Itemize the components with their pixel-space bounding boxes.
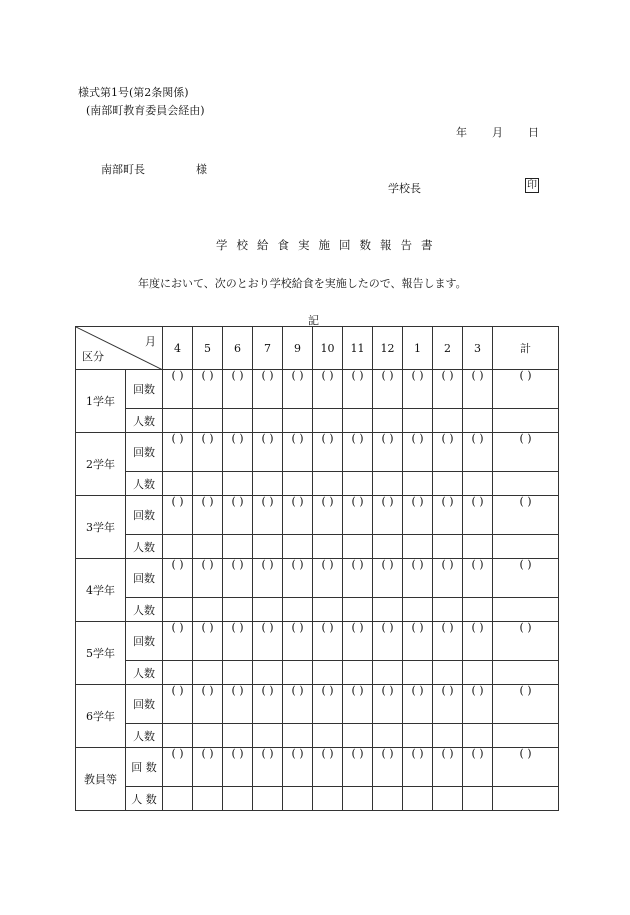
- times-cell[interactable]: ( ): [343, 685, 373, 724]
- people-cell[interactable]: [223, 535, 253, 559]
- people-cell[interactable]: [433, 598, 463, 622]
- times-cell[interactable]: ( ): [253, 622, 283, 661]
- people-cell[interactable]: [463, 661, 493, 685]
- people-cell[interactable]: [343, 409, 373, 433]
- times-cell[interactable]: ( ): [163, 370, 193, 409]
- month-header: 12: [373, 327, 403, 370]
- month-header: 3: [463, 327, 493, 370]
- people-cell[interactable]: [463, 598, 493, 622]
- people-label: 人数: [126, 598, 163, 622]
- times-cell[interactable]: ( ): [403, 622, 433, 661]
- people-cell[interactable]: [223, 409, 253, 433]
- times-cell[interactable]: ( ): [193, 559, 223, 598]
- times-cell[interactable]: ( ): [193, 370, 223, 409]
- people-total-cell[interactable]: [493, 787, 559, 811]
- date-year-label: 年: [456, 126, 467, 139]
- times-cell[interactable]: ( ): [313, 622, 343, 661]
- times-total-cell[interactable]: ( ): [493, 685, 559, 724]
- times-cell[interactable]: ( ): [283, 433, 313, 472]
- people-cell[interactable]: [343, 598, 373, 622]
- times-cell[interactable]: ( ): [283, 370, 313, 409]
- times-cell[interactable]: ( ): [403, 370, 433, 409]
- times-cell[interactable]: ( ): [433, 496, 463, 535]
- times-cell[interactable]: ( ): [463, 370, 493, 409]
- people-cell[interactable]: [343, 724, 373, 748]
- times-cell[interactable]: ( ): [163, 433, 193, 472]
- month-header: 7: [253, 327, 283, 370]
- times-cell[interactable]: ( ): [253, 559, 283, 598]
- times-label: 回数: [126, 496, 163, 535]
- times-cell[interactable]: ( ): [283, 496, 313, 535]
- grade-label: 6学年: [76, 685, 126, 748]
- times-cell[interactable]: ( ): [403, 748, 433, 787]
- people-cell[interactable]: [223, 598, 253, 622]
- people-total-cell[interactable]: [493, 409, 559, 433]
- category-corner-label: 区分: [82, 350, 104, 363]
- times-cell[interactable]: ( ): [313, 559, 343, 598]
- people-label: 人数: [126, 535, 163, 559]
- month-corner-label: 月: [145, 335, 156, 348]
- grade-label: 3学年: [76, 496, 126, 559]
- people-cell[interactable]: [313, 535, 343, 559]
- people-cell[interactable]: [343, 472, 373, 496]
- people-cell[interactable]: [403, 787, 433, 811]
- date-month-label: 月: [492, 126, 503, 139]
- date-day-label: 日: [528, 126, 539, 139]
- people-cell[interactable]: [253, 472, 283, 496]
- times-cell[interactable]: ( ): [253, 685, 283, 724]
- people-cell[interactable]: [163, 724, 193, 748]
- times-cell[interactable]: ( ): [403, 433, 433, 472]
- people-cell[interactable]: [463, 535, 493, 559]
- people-total-cell[interactable]: [493, 724, 559, 748]
- times-cell[interactable]: ( ): [313, 496, 343, 535]
- people-cell[interactable]: [373, 409, 403, 433]
- people-cell[interactable]: [283, 598, 313, 622]
- people-cell[interactable]: [193, 724, 223, 748]
- seal-box: 印: [527, 180, 537, 191]
- total-header: 計: [493, 327, 559, 370]
- times-total-cell[interactable]: ( ): [493, 433, 559, 472]
- people-cell[interactable]: [373, 724, 403, 748]
- people-cell[interactable]: [433, 535, 463, 559]
- people-label: 人数: [126, 472, 163, 496]
- people-label: 人数: [126, 724, 163, 748]
- times-cell[interactable]: ( ): [343, 370, 373, 409]
- people-cell[interactable]: [253, 598, 283, 622]
- times-cell[interactable]: ( ): [373, 370, 403, 409]
- times-cell[interactable]: ( ): [343, 433, 373, 472]
- people-total-cell[interactable]: [493, 598, 559, 622]
- times-cell[interactable]: ( ): [283, 559, 313, 598]
- people-cell[interactable]: [313, 598, 343, 622]
- times-cell[interactable]: ( ): [403, 496, 433, 535]
- people-cell[interactable]: [433, 472, 463, 496]
- people-cell[interactable]: [193, 787, 223, 811]
- times-total-cell[interactable]: ( ): [493, 370, 559, 409]
- grade-label: 1学年: [76, 370, 126, 433]
- people-cell[interactable]: [253, 661, 283, 685]
- people-cell[interactable]: [163, 598, 193, 622]
- table-row: [76, 472, 559, 496]
- table-row: [76, 598, 559, 622]
- people-cell[interactable]: [163, 661, 193, 685]
- times-cell[interactable]: ( ): [193, 433, 223, 472]
- times-cell[interactable]: ( ): [463, 685, 493, 724]
- times-cell[interactable]: ( ): [373, 685, 403, 724]
- people-cell[interactable]: [193, 472, 223, 496]
- people-cell[interactable]: [463, 787, 493, 811]
- times-cell[interactable]: ( ): [193, 496, 223, 535]
- times-cell[interactable]: ( ): [253, 496, 283, 535]
- people-cell[interactable]: [343, 535, 373, 559]
- people-label: 人数: [126, 409, 163, 433]
- people-cell[interactable]: [373, 661, 403, 685]
- table-row: [76, 559, 559, 598]
- people-cell[interactable]: [253, 787, 283, 811]
- people-cell[interactable]: [343, 661, 373, 685]
- grade-label: 4学年: [76, 559, 126, 622]
- times-cell[interactable]: ( ): [373, 622, 403, 661]
- honorific: 様: [196, 163, 207, 176]
- times-cell[interactable]: ( ): [223, 622, 253, 661]
- people-cell[interactable]: [433, 787, 463, 811]
- people-cell[interactable]: [433, 661, 463, 685]
- month-header: 4: [163, 327, 193, 370]
- times-cell[interactable]: ( ): [163, 622, 193, 661]
- people-cell[interactable]: [163, 787, 193, 811]
- times-total-cell[interactable]: ( ): [493, 748, 559, 787]
- times-cell[interactable]: ( ): [193, 748, 223, 787]
- table-row: [76, 370, 559, 409]
- times-cell[interactable]: ( ): [433, 685, 463, 724]
- month-header: 5: [193, 327, 223, 370]
- month-header: 11: [343, 327, 373, 370]
- table-row: [76, 724, 559, 748]
- times-total-cell[interactable]: ( ): [493, 496, 559, 535]
- people-cell[interactable]: [193, 535, 223, 559]
- people-cell[interactable]: [283, 472, 313, 496]
- people-cell[interactable]: [403, 472, 433, 496]
- times-cell[interactable]: ( ): [433, 622, 463, 661]
- people-cell[interactable]: [283, 409, 313, 433]
- times-cell[interactable]: ( ): [463, 433, 493, 472]
- table-row: [76, 433, 559, 472]
- times-cell[interactable]: ( ): [433, 559, 463, 598]
- people-total-cell[interactable]: [493, 535, 559, 559]
- times-cell[interactable]: ( ): [253, 370, 283, 409]
- people-cell[interactable]: [373, 598, 403, 622]
- people-label: 人数: [126, 661, 163, 685]
- document-title: 学校給食実施回数報告書: [216, 238, 442, 252]
- people-cell[interactable]: [193, 661, 223, 685]
- times-cell[interactable]: ( ): [283, 622, 313, 661]
- people-cell[interactable]: [403, 598, 433, 622]
- times-cell[interactable]: ( ): [163, 685, 193, 724]
- people-cell[interactable]: [343, 787, 373, 811]
- times-cell[interactable]: ( ): [223, 370, 253, 409]
- times-label: 回数: [126, 559, 163, 598]
- form-number: 様式第1号(第2条関係): [78, 86, 189, 99]
- times-cell[interactable]: ( ): [313, 370, 343, 409]
- people-cell[interactable]: [223, 661, 253, 685]
- people-cell[interactable]: [223, 724, 253, 748]
- people-cell[interactable]: [463, 472, 493, 496]
- month-header: 1: [403, 327, 433, 370]
- times-cell[interactable]: ( ): [253, 433, 283, 472]
- people-cell[interactable]: [313, 724, 343, 748]
- table-row: [76, 409, 559, 433]
- times-cell[interactable]: ( ): [373, 559, 403, 598]
- people-cell[interactable]: [433, 724, 463, 748]
- times-cell[interactable]: ( ): [253, 748, 283, 787]
- people-cell[interactable]: [283, 535, 313, 559]
- people-cell[interactable]: [163, 535, 193, 559]
- times-cell[interactable]: ( ): [223, 433, 253, 472]
- people-cell[interactable]: [223, 787, 253, 811]
- people-cell[interactable]: [433, 409, 463, 433]
- people-cell[interactable]: [373, 787, 403, 811]
- times-cell[interactable]: ( ): [163, 496, 193, 535]
- table-row: [76, 622, 559, 661]
- people-cell[interactable]: [253, 535, 283, 559]
- intro-text: 年度において、次のとおり学校給食を実施したので、報告します。: [138, 277, 467, 290]
- times-cell[interactable]: ( ): [313, 748, 343, 787]
- times-label: 回数: [126, 370, 163, 409]
- month-header: 6: [223, 327, 253, 370]
- people-total-cell[interactable]: [493, 472, 559, 496]
- table-row: [76, 748, 559, 787]
- table-row: [76, 787, 559, 811]
- times-label: 回数: [126, 685, 163, 724]
- people-cell[interactable]: [223, 472, 253, 496]
- people-cell[interactable]: [253, 724, 283, 748]
- month-header: 10: [313, 327, 343, 370]
- times-label: 回 数: [126, 748, 163, 787]
- times-cell[interactable]: ( ): [313, 685, 343, 724]
- times-cell[interactable]: ( ): [463, 559, 493, 598]
- times-cell[interactable]: ( ): [223, 685, 253, 724]
- grade-label: 教員等: [76, 748, 126, 811]
- times-cell[interactable]: ( ): [463, 496, 493, 535]
- times-cell[interactable]: ( ): [343, 496, 373, 535]
- addressee: 南部町長: [101, 163, 145, 176]
- people-cell[interactable]: [373, 472, 403, 496]
- people-cell[interactable]: [313, 409, 343, 433]
- times-cell[interactable]: ( ): [373, 433, 403, 472]
- times-cell[interactable]: ( ): [163, 559, 193, 598]
- people-cell[interactable]: [193, 409, 223, 433]
- people-cell[interactable]: [283, 661, 313, 685]
- table-row: [76, 496, 559, 535]
- times-label: 回数: [126, 622, 163, 661]
- grade-label: 5学年: [76, 622, 126, 685]
- times-cell[interactable]: ( ): [433, 370, 463, 409]
- grade-label: 2学年: [76, 433, 126, 496]
- people-cell[interactable]: [313, 661, 343, 685]
- times-total-cell[interactable]: ( ): [493, 622, 559, 661]
- people-cell[interactable]: [283, 787, 313, 811]
- people-cell[interactable]: [313, 472, 343, 496]
- people-cell[interactable]: [193, 598, 223, 622]
- times-cell[interactable]: ( ): [193, 622, 223, 661]
- times-cell[interactable]: ( ): [373, 748, 403, 787]
- times-cell[interactable]: ( ): [463, 622, 493, 661]
- people-cell[interactable]: [163, 472, 193, 496]
- people-cell[interactable]: [403, 535, 433, 559]
- people-cell[interactable]: [403, 409, 433, 433]
- people-label: 人 数: [126, 787, 163, 811]
- times-cell[interactable]: ( ): [283, 748, 313, 787]
- times-cell[interactable]: ( ): [223, 748, 253, 787]
- month-header: 2: [433, 327, 463, 370]
- table-row: [76, 535, 559, 559]
- times-cell[interactable]: ( ): [433, 433, 463, 472]
- people-cell[interactable]: [283, 724, 313, 748]
- people-cell[interactable]: [163, 409, 193, 433]
- table-row: [76, 661, 559, 685]
- people-cell[interactable]: [463, 409, 493, 433]
- people-total-cell[interactable]: [493, 661, 559, 685]
- times-label: 回数: [126, 433, 163, 472]
- times-cell[interactable]: ( ): [343, 559, 373, 598]
- times-cell[interactable]: ( ): [283, 685, 313, 724]
- times-cell[interactable]: ( ): [313, 433, 343, 472]
- report-table: [75, 326, 559, 811]
- times-cell[interactable]: ( ): [403, 685, 433, 724]
- times-cell[interactable]: ( ): [223, 559, 253, 598]
- people-cell[interactable]: [463, 724, 493, 748]
- times-cell[interactable]: ( ): [223, 496, 253, 535]
- table-row: [76, 685, 559, 724]
- people-cell[interactable]: [403, 724, 433, 748]
- times-cell[interactable]: ( ): [403, 559, 433, 598]
- people-cell[interactable]: [373, 535, 403, 559]
- times-cell[interactable]: ( ): [343, 748, 373, 787]
- month-header: 9: [283, 327, 313, 370]
- people-cell[interactable]: [313, 787, 343, 811]
- sender-label: 学校長: [388, 182, 421, 195]
- via-note: (南部町教育委員会経由): [86, 104, 205, 117]
- ki-marker: 記: [308, 314, 319, 327]
- times-cell[interactable]: ( ): [343, 622, 373, 661]
- corner-header-cell: [76, 327, 163, 370]
- times-cell[interactable]: ( ): [373, 496, 403, 535]
- times-cell[interactable]: ( ): [163, 748, 193, 787]
- times-cell[interactable]: ( ): [433, 748, 463, 787]
- people-cell[interactable]: [403, 661, 433, 685]
- times-cell[interactable]: ( ): [193, 685, 223, 724]
- people-cell[interactable]: [253, 409, 283, 433]
- times-cell[interactable]: ( ): [463, 748, 493, 787]
- times-total-cell[interactable]: ( ): [493, 559, 559, 598]
